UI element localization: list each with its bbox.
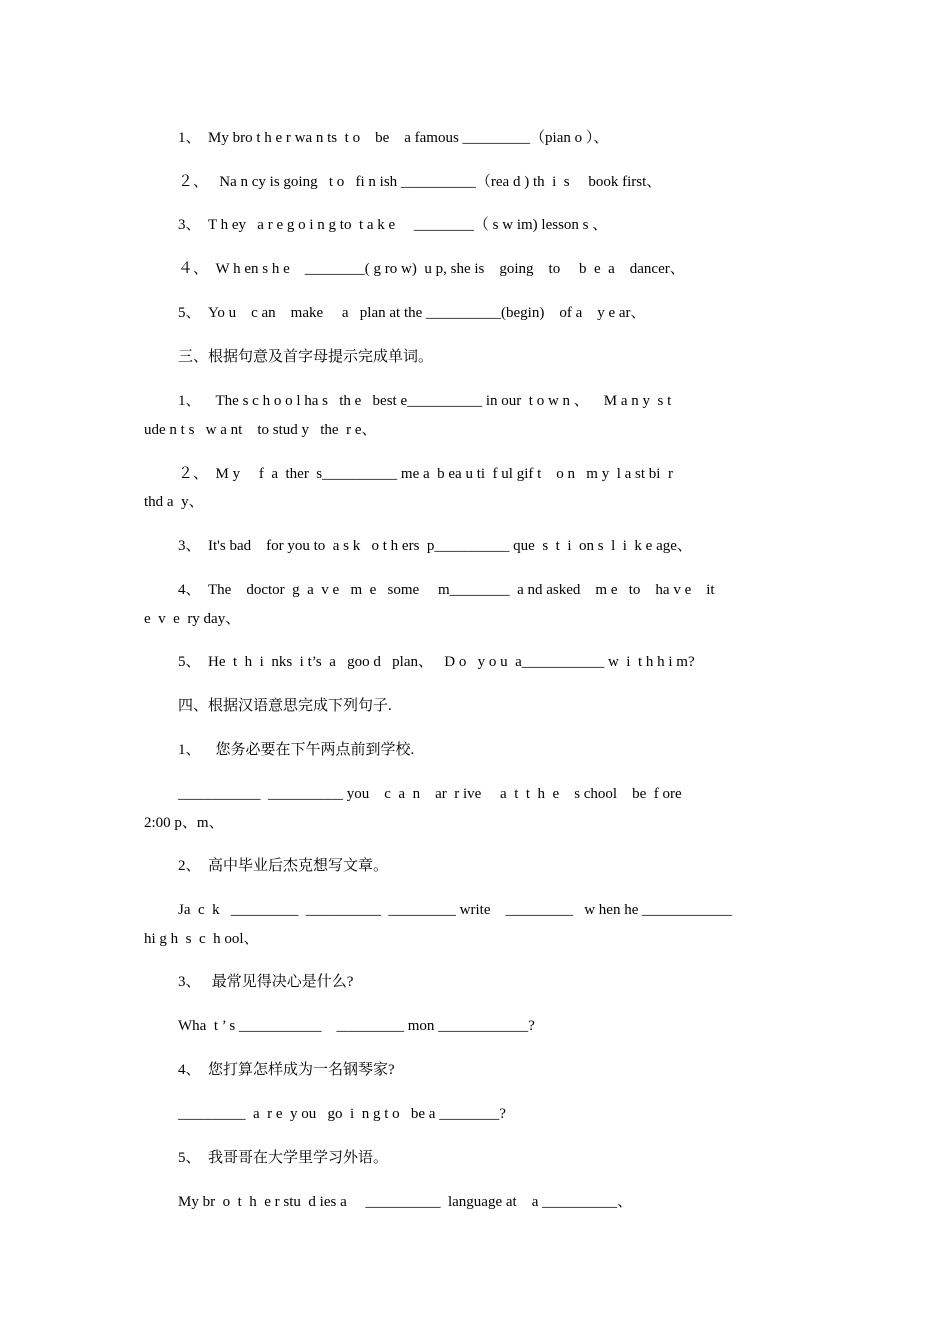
answer-line: ___________ __________ you c a n ar r ive a t t h e s chool be f ore — [178, 786, 682, 802]
exercise-line-continued: thd a y、 — [144, 494, 204, 510]
exercise-line: 5、 我哥哥在大学里学习外语。 — [178, 1150, 389, 1166]
exercise-line: ４、 W h en s h e ________( g ro w) u p, she is going to b e a dancer、 — [178, 261, 685, 277]
section-heading: 三、根据句意及首字母提示完成单词。 — [178, 349, 434, 365]
answer-line: _________ a r e y ou go i n g t o be a ________? — [178, 1106, 506, 1122]
answer-line-continued: 2:00 p、m、 — [144, 815, 224, 831]
section-heading: 四、根据汉语意思完成下列句子. — [178, 698, 392, 714]
exercise-line-continued: e v e ry day、 — [144, 611, 241, 627]
exercise-line-continued: ude n t s w a nt to stud y the r e、 — [144, 422, 377, 438]
exercise-line: 1、 The s c h o o l ha s th e best e__________ in our t o w n 、 M a n y s t — [178, 393, 672, 409]
answer-line: Wha t ’ s ___________ _________ mon ____________? — [178, 1018, 535, 1034]
exercise-line: 1、 My bro t h e r wa n ts t o be a famous _________（pian o ）、 — [178, 130, 609, 146]
exercise-line: 4、 The doctor g a v e m e some m________ a nd asked m e to ha v e it — [178, 582, 715, 598]
exercise-line: 1、 您务必要在下午两点前到学校. — [178, 742, 415, 758]
answer-line-continued: hi g h s c h ool、 — [144, 931, 259, 947]
exercise-line: 3、 It's bad for you to a s k o t h ers p__________ que s t i on s l i k e age、 — [178, 538, 692, 554]
exercise-line: 3、 最常见得决心是什么? — [178, 974, 354, 990]
exercise-line: ２、 M y f a ther s__________ me a b ea u ti f ul gif t o n m y l a st bi r — [178, 466, 673, 482]
exercise-line: 5、 He t h i nks i t’s a goo d plan、 D o y o u a___________ w i t h h i m? — [178, 654, 695, 670]
answer-line: My br o t h e r stu d ies a __________ language at a __________、 — [178, 1194, 633, 1210]
exercise-line: 4、 您打算怎样成为一名钢琴家? — [178, 1062, 395, 1078]
exercise-line: 2、 高中毕业后杰克想写文章。 — [178, 858, 389, 874]
answer-line: Ja c k _________ __________ _________ write _________ w hen he ____________ — [178, 902, 733, 918]
exercise-line: 5、 Yo u c an make a plan at the __________(begin) of a y e ar、 — [178, 305, 646, 321]
exercise-line: 3、 T h ey a r e g o i n g to t a k e ________（ s w im) lesson s 、 — [178, 217, 608, 233]
exercise-line: ２、 Na n cy is going t o fi n ish __________（rea d ) th i s book first、 — [178, 174, 662, 190]
